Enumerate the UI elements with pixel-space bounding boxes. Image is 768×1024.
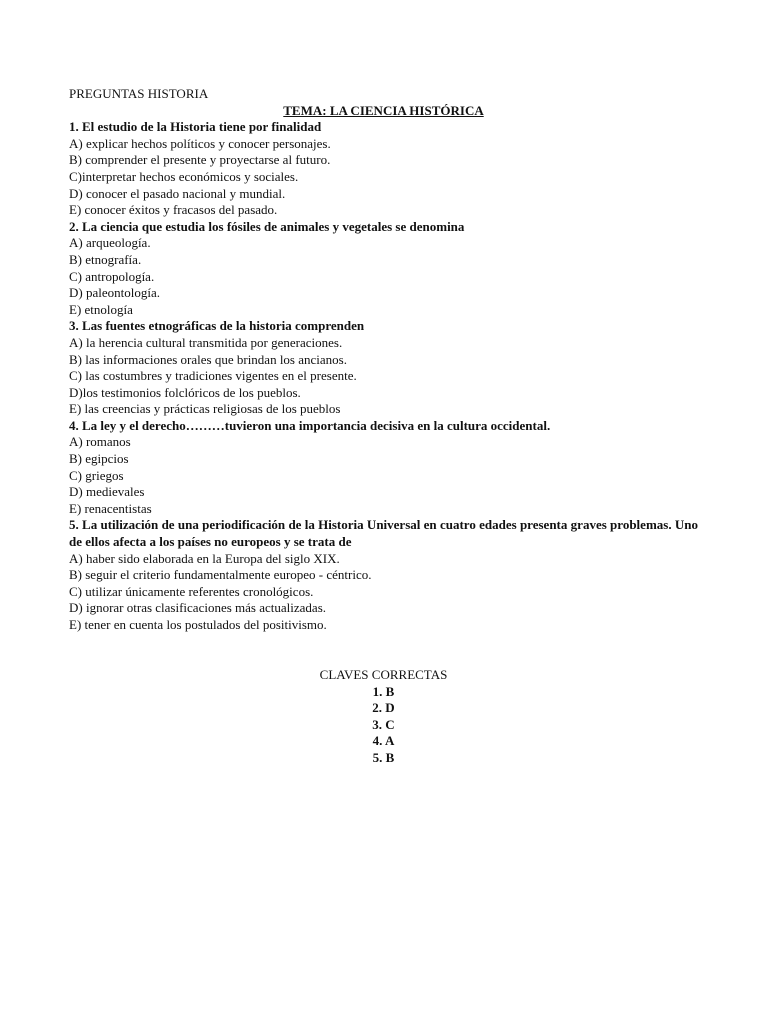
answer-key-item: 4. A bbox=[372, 733, 395, 749]
question-2-option-c: C) antropología. bbox=[69, 268, 155, 284]
question-5-option-b: B) seguir el criterio fundamentalmente europeo - céntrico. bbox=[69, 567, 372, 583]
question-3-option-c: C) las costumbres y tradiciones vigentes en el presente. bbox=[69, 368, 357, 384]
question-4-prompt: 4. La ley y el derecho………tuvieron una importancia decisiva en la cultura occidental. bbox=[69, 417, 551, 433]
answer-key-item: 5. B bbox=[372, 749, 395, 765]
answer-key-item: 1. B bbox=[372, 683, 395, 699]
question-4-option-d: D) medievales bbox=[69, 484, 145, 500]
question-2-option-d: D) paleontología. bbox=[69, 285, 160, 301]
question-3-option-d: D)los testimonios folclóricos de los pueblos. bbox=[69, 384, 301, 400]
question-4-option-a: A) romanos bbox=[69, 434, 131, 450]
question-1-option-b: B) comprender el presente y proyectarse al futuro. bbox=[69, 152, 331, 168]
answer-key-item: 2. D bbox=[372, 700, 395, 716]
question-3-option-b: B) las informaciones orales que brindan los ancianos. bbox=[69, 351, 347, 367]
question-4-option-b: B) egipcios bbox=[69, 451, 129, 467]
question-1-option-c: C)interpretar hechos económicos y sociales. bbox=[69, 168, 299, 184]
question-5-prompt: 5. La utilización de una periodificación de la Historia Universal en cuatro edades presenta graves problemas. Uno de ellos afecta a los países no europeos y se trata de bbox=[69, 517, 698, 550]
question-2-option-e: E) etnología bbox=[69, 301, 133, 317]
question-2-option-b: B) etnografía. bbox=[69, 251, 142, 267]
question-3-option-e: E) las creencias y prácticas religiosas de los pueblos bbox=[69, 401, 341, 417]
topic-heading: TEMA: LA CIENCIA HISTÓRICA bbox=[283, 102, 484, 118]
document-page bbox=[69, 86, 698, 634]
question-5-option-a: A) haber sido elaborada en la Europa del siglo XIX. bbox=[69, 550, 340, 566]
document-header: PREGUNTAS HISTORIA bbox=[69, 86, 209, 101]
answer-key bbox=[69, 667, 698, 767]
question-2-option-a: A) arqueología. bbox=[69, 235, 151, 251]
question-5-option-e: E) tener en cuenta los postulados del positivismo. bbox=[69, 617, 327, 632]
question-4-option-e: E) renacentistas bbox=[69, 500, 152, 516]
question-4-option-c: C) griegos bbox=[69, 467, 124, 483]
question-2-prompt: 2. La ciencia que estudia los fósiles de animales y vegetales se denomina bbox=[69, 218, 465, 234]
question-3-prompt: 3. Las fuentes etnográficas de la historia comprenden bbox=[69, 318, 365, 334]
question-5-option-c: C) utilizar únicamente referentes cronológicos. bbox=[69, 583, 314, 599]
answer-key-item: 3. C bbox=[372, 716, 395, 732]
question-1-option-d: D) conocer el pasado nacional y mundial. bbox=[69, 185, 286, 201]
answer-key-title: CLAVES CORRECTAS bbox=[319, 667, 448, 682]
question-1-prompt: 1. El estudio de la Historia tiene por finalidad bbox=[69, 119, 322, 135]
question-1-option-e: E) conocer éxitos y fracasos del pasado. bbox=[69, 202, 278, 218]
question-1-option-a: A) explicar hechos políticos y conocer personajes. bbox=[69, 135, 331, 151]
question-3-option-a: A) la herencia cultural transmitida por generaciones. bbox=[69, 334, 343, 350]
question-5-option-d: D) ignorar otras clasificaciones más actualizadas. bbox=[69, 600, 326, 616]
